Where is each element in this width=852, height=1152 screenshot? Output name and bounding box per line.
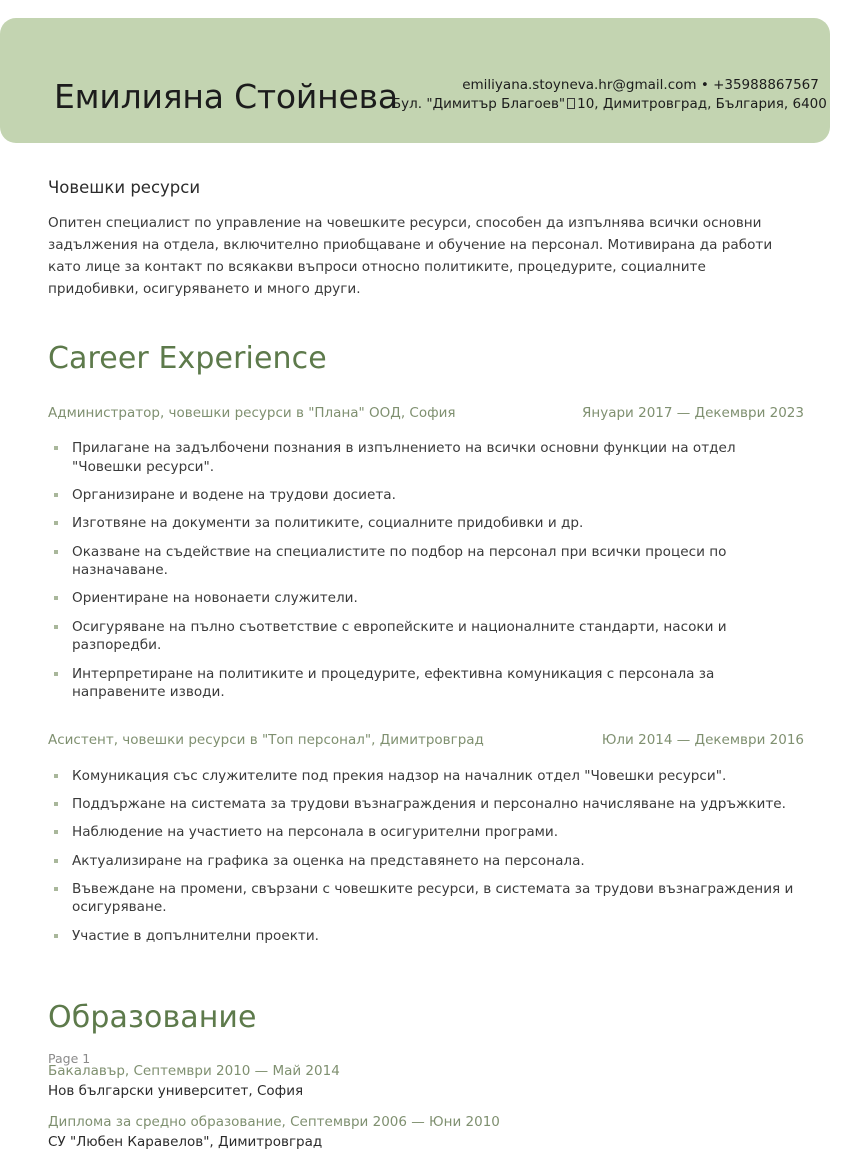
header-banner bbox=[0, 18, 830, 143]
education-entry bbox=[48, 1062, 804, 1101]
experience-bullet-list bbox=[48, 439, 804, 701]
experience-entry-dates: Януари 2017 — Декември 2023 bbox=[582, 404, 804, 421]
education-school: Нов български университет, София bbox=[48, 1082, 304, 1099]
education-school: СУ "Любен Каравелов", Димитровград bbox=[48, 1133, 323, 1150]
section-heading-experience: Career Experience bbox=[48, 340, 327, 376]
list-item: Прилагане на задълбочени познания в изпълнението на всички основни функции на отдел "Човешки ресурси". bbox=[48, 439, 804, 476]
summary-section bbox=[48, 178, 804, 300]
list-item: Осигуряване на пълно съответствие с европейските и националните стандарти, насоки и разпоредби. bbox=[48, 618, 804, 655]
missing-glyph-icon bbox=[567, 98, 575, 109]
list-item: Ориентиране на новонаети служители. bbox=[48, 589, 804, 607]
list-item: Изготвяне на документи за политиките, социалните придобивки и др. bbox=[48, 514, 804, 532]
education-section bbox=[48, 1001, 804, 1152]
contact-address-city: 10, Димитровград, България, 6400 bbox=[577, 95, 827, 112]
experience-section bbox=[48, 342, 804, 945]
list-item: Интерпретиране на политиките и процедурите, ефективна комуникация с персонала за направените изводи. bbox=[48, 665, 804, 702]
contact-address bbox=[392, 95, 827, 114]
experience-entry bbox=[48, 405, 804, 701]
experience-entry-title: Администратор, човешки ресурси в "Плана" ООД, София bbox=[48, 404, 456, 421]
education-entry bbox=[48, 1113, 804, 1152]
experience-entry bbox=[48, 732, 804, 945]
page-title: Емилияна Стойнева bbox=[54, 77, 398, 117]
resume-content bbox=[48, 178, 804, 1152]
list-item: Поддържане на системата за трудови възнаграждения и персонално начисляване на удръжките. bbox=[48, 795, 804, 813]
header-inner bbox=[54, 76, 827, 117]
experience-entry-dates: Юли 2014 — Декември 2016 bbox=[601, 732, 804, 749]
list-item: Въвеждане на промени, свързани с човешките ресурси, в системата за трудови възнаграждения и осигуряване. bbox=[48, 880, 804, 917]
experience-bullet-list bbox=[48, 767, 804, 945]
experience-entry-head bbox=[48, 732, 804, 750]
list-item: Участие в допълнителни проекти. bbox=[48, 927, 804, 945]
list-item: Актуализиране на графика за оценка на представянето на персонала. bbox=[48, 852, 804, 870]
role-title: Човешки ресурси bbox=[48, 178, 201, 197]
list-item: Оказване на съдействие на специалистите по подбор на персонал при всички процеси по назначаване. bbox=[48, 543, 804, 580]
summary-text: Опитен специалист по управление на човешките ресурси, способен да изпълнява всички основни задължения на отдела, включително приобщаване и обучение на персонал. Мотивирана да работи като лице за контакт по всякакви въпроси относно политиките, процедурите, социалните придобивки, осигуряването и много други. bbox=[48, 214, 773, 297]
experience-entry-title: Асистент, човешки ресурси в "Топ персонал", Димитровград bbox=[48, 732, 484, 749]
education-degree: Бакалавър, Септември 2010 — Май 2014 bbox=[48, 1063, 340, 1080]
section-heading-education: Образование bbox=[48, 1000, 257, 1036]
contact-email-phone: emiliyana.stoyneva.hr@gmail.com • +35988867567 bbox=[462, 76, 819, 93]
list-item: Организиране и водене на трудови досиета. bbox=[48, 486, 804, 504]
list-item: Комуникация със служителите под прекия надзор на началник отдел "Човешки ресурси". bbox=[48, 767, 804, 785]
contact-block bbox=[392, 76, 827, 115]
page-footer: Page 1 bbox=[48, 1051, 91, 1066]
education-degree: Диплома за средно образование, Септември 2006 — Юни 2010 bbox=[48, 1114, 500, 1131]
education-list bbox=[48, 1062, 804, 1152]
list-item: Наблюдение на участието на персонала в осигурителни програми. bbox=[48, 823, 804, 841]
contact-address-street: Бул. "Димитър Благоев" bbox=[391, 95, 566, 112]
experience-entry-head bbox=[48, 405, 804, 423]
